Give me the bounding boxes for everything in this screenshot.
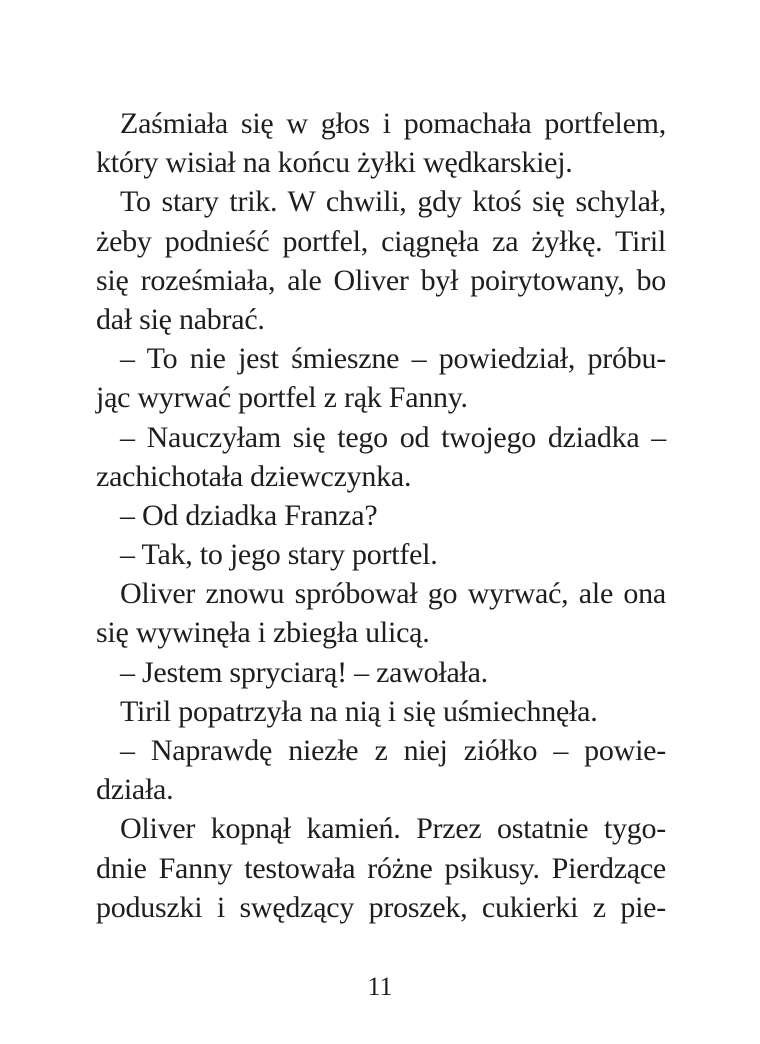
text-line: się roześmiała, ale Oliver był poirytowany, bo bbox=[96, 263, 666, 297]
text-line: żeby podnieść portfel, ciągnęła za żyłkę. Tiril bbox=[96, 224, 666, 258]
text-line: zachichotała dziewczynka. bbox=[96, 459, 412, 493]
text-line: Tiril popatrzyła na nią i się uśmiechnęła. bbox=[120, 694, 598, 728]
dialogue-line: – Jestem spryciarą! – zawołała. bbox=[120, 655, 488, 689]
body-text bbox=[96, 104, 666, 927]
text-line: poduszki i swędzący proszek, cukierki z pie- bbox=[96, 890, 666, 924]
dialogue-line: – Tak, to jego stary portfel. bbox=[120, 538, 438, 572]
page-number: 11 bbox=[367, 972, 393, 1001]
dialogue-line: – Od dziadka Franza? bbox=[120, 498, 378, 532]
dialogue-line: – Naprawdę niezłe z niej ziółko – powie- bbox=[120, 734, 666, 767]
text-line: jąc wyrwać portfel z rąk Fanny. bbox=[96, 381, 468, 415]
text-line: Oliver kopnął kamień. Przez ostatnie tygo- bbox=[120, 812, 666, 846]
text-line: To stary trik. W chwili, gdy ktoś się schylał, bbox=[120, 185, 666, 219]
text-line: Oliver znowu spróbował go wyrwać, ale ona bbox=[120, 577, 666, 611]
text-line: który wisiał na końcu żyłki wędkarskiej. bbox=[96, 146, 573, 180]
dialogue-line: – Nauczyłam się tego od twojego dziadka – bbox=[120, 420, 666, 454]
text-line: dnie Fanny testowała różne psikusy. Pierdzące bbox=[96, 851, 666, 885]
dialogue-line: – To nie jest śmieszne – powiedział, próbu- bbox=[120, 342, 666, 376]
text-line: działa. bbox=[96, 773, 174, 807]
text-line: dał się nabrać. bbox=[96, 302, 265, 336]
text-line: się wywinęła i zbiegła ulicą. bbox=[96, 616, 430, 650]
text-line: Zaśmiała się w głos i pomachała portfelem, bbox=[120, 107, 666, 140]
